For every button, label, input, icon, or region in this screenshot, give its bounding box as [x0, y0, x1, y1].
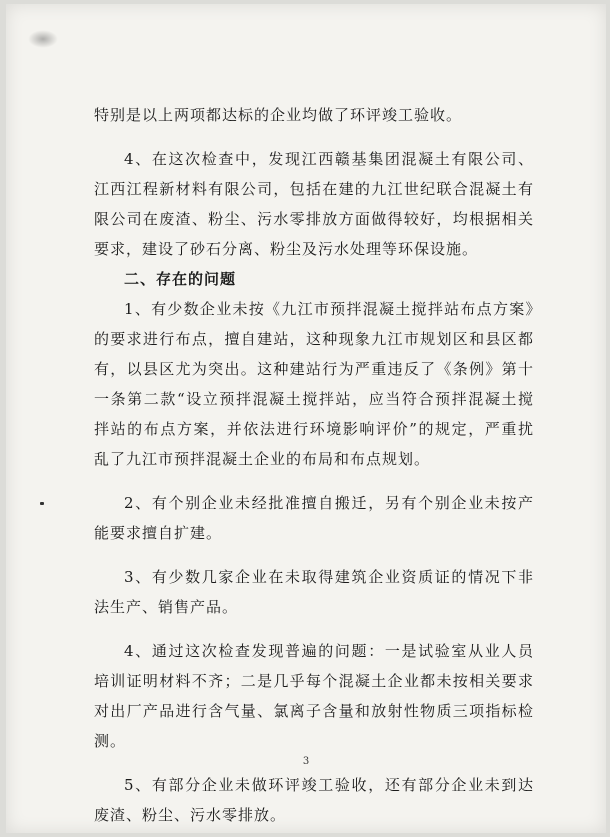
paragraph-item-4: 4、在这次检查中，发现江西赣基集团混凝土有限公司、江西江程新材料有限公司，包括在建的九江世纪联合混凝土有限公司在废渣、粉尘、污水零排放方面做得较好，均根据相关要求，建设了砂石分离、粉尘及污水处理等环保设施。	[94, 150, 534, 258]
section-heading-problems: 二、存在的问题	[124, 270, 237, 288]
paragraph-intro-tail: 特别是以上两项都达标的企业均做了环评竣工验收。	[94, 106, 463, 124]
page-number: 3	[302, 756, 310, 767]
ink-smudge	[28, 30, 58, 48]
document-page	[6, 4, 606, 833]
paragraph-problem-4: 4、通过这次检查发现普遍的问题：一是试验室从业人员培训证明材料不齐；二是几乎每个混凝土企业都未按相关要求对出厂产品进行含气量、氯离子含量和放射性物质三项指标检测。	[94, 642, 534, 750]
document-body	[94, 100, 534, 830]
paragraph-problem-3: 3、有少数几家企业在未取得建筑企业资质证的情况下非法生产、销售产品。	[94, 568, 534, 616]
paragraph-problem-1: 1、有少数企业未按《九江市预拌混凝土搅拌站布点方案》的要求进行布点，擅自建站，这种现象九江市规划区和县区都有，以县区尤为突出。这种建站行为严重违反了《条例》第十一条第二款“设立预拌混凝土搅拌站，应当符合预拌混凝土搅拌站的布点方案，并依法进行环境影响评价”的规定，严重扰乱了九江市预拌混凝土企业的布局和布点规划。	[94, 300, 534, 468]
paragraph-problem-5: 5、有部分企业未做环评竣工验收，还有部分企业未到达废渣、粉尘、污水零排放。	[94, 776, 534, 824]
paragraph-problem-2: 2、有个别企业未经批准擅自搬迁，另有个别企业未按产能要求擅自扩建。	[94, 494, 534, 542]
margin-dot	[40, 502, 44, 505]
